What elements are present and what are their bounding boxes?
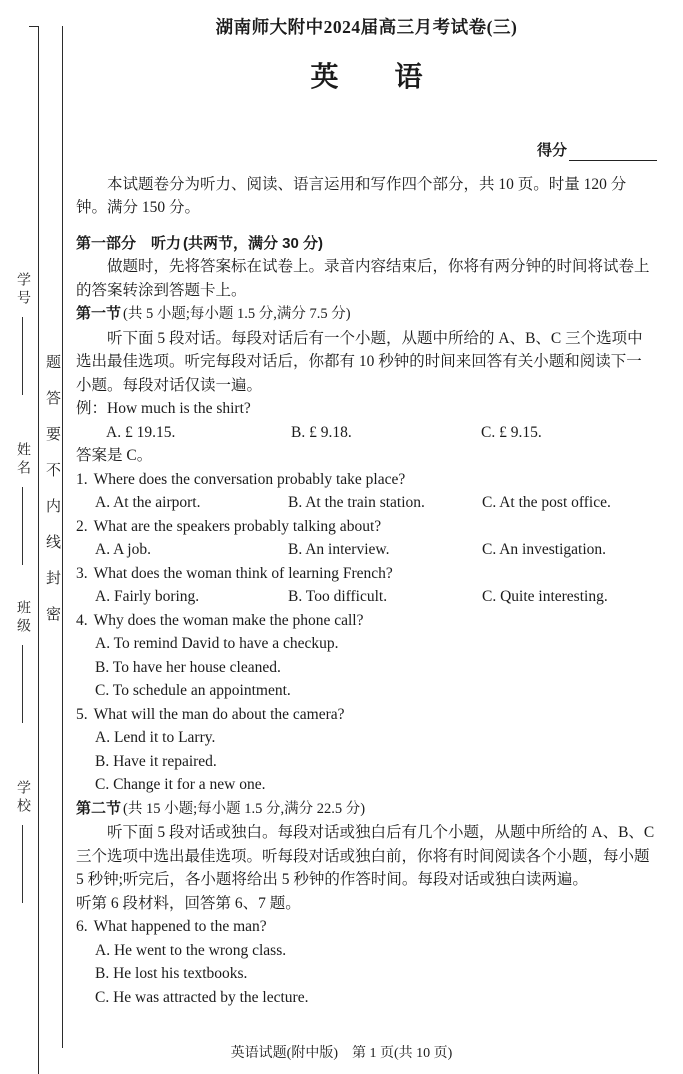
question-4-options bbox=[76, 632, 657, 703]
question-2-option-a: A. A job. bbox=[95, 541, 151, 558]
field-school bbox=[13, 780, 31, 903]
score-label: 得分 bbox=[536, 142, 567, 159]
example-question bbox=[76, 397, 657, 421]
question-1-option-b: B. At the train station. bbox=[288, 494, 425, 511]
question-5-stem: What will the man do about the camera? bbox=[93, 705, 345, 723]
question-5-number: 5. bbox=[76, 705, 88, 723]
section1-title: 第一节 bbox=[76, 305, 122, 322]
part1-heading bbox=[76, 232, 657, 256]
question-4-stem: Why does the woman make the phone call? bbox=[93, 611, 364, 629]
field-class-label: 班级 bbox=[15, 600, 30, 636]
question-1-text bbox=[76, 468, 657, 492]
question-2-text bbox=[76, 515, 657, 539]
example-option-a: A. £ 19.15. bbox=[106, 423, 176, 441]
example-options-row bbox=[76, 421, 657, 445]
question-6-number: 6. bbox=[76, 918, 88, 935]
section1-heading bbox=[76, 302, 657, 327]
question-3 bbox=[76, 562, 657, 609]
question-3-option-c: C. Quite interesting. bbox=[482, 588, 608, 605]
field-student-number bbox=[13, 272, 31, 395]
question-4-option-b: B. To have her house cleaned. bbox=[95, 658, 281, 676]
exam-header-title: 湖南师大附中2024届高三月考试卷(三) bbox=[215, 17, 518, 37]
seal-rule-outer bbox=[38, 26, 39, 1074]
field-name-blank-line bbox=[22, 487, 23, 565]
section1-instructions: 听下面 5 段对话。每段对话后有一个小题，从题中所给的 A、B、C 三个选项中选出最佳选项。听完每段对话后，你都有 10 秒钟的时间来回答有关小题和阅读下一小题。每段对话仅读一遍。 bbox=[76, 329, 643, 394]
question-1-number: 1. bbox=[76, 470, 88, 488]
question-2-option-b: B. An interview. bbox=[288, 541, 390, 558]
question-4-option-a: A. To remind David to have a checkup. bbox=[95, 635, 339, 652]
example-option-b: B. £ 9.18. bbox=[291, 423, 352, 441]
part1-heading-title: 第一部分 听力 bbox=[76, 234, 182, 252]
question-2-options bbox=[76, 538, 657, 562]
score-row bbox=[76, 139, 657, 163]
subject-title: 英 语 bbox=[310, 61, 423, 93]
question-2-option-c: C. An investigation. bbox=[482, 541, 606, 558]
field-name-label: 姓名 bbox=[15, 442, 30, 478]
section2-instructions: 听下面 5 段对话或独白。每段对话或独白后有几个小题，从题中所给的 A、B、C 三个选项中选出最佳选项。听每段对话或独白前，你将有时间阅读各个小题，每小题 5 秒钟;听完后，各小题将给出 5 秒钟的作答时间。每段对话或独白读两遍。 bbox=[76, 824, 655, 888]
question-6-option-a: A. He went to the wrong class. bbox=[95, 941, 287, 959]
seal-line-text: 题答要不内线封密 bbox=[44, 354, 60, 642]
question-5-option-c: C. Change it for a new one. bbox=[95, 776, 266, 793]
field-school-label: 学校 bbox=[15, 780, 30, 816]
question-6 bbox=[76, 915, 657, 1009]
section2-heading bbox=[76, 797, 657, 822]
question-1-option-c: C. At the post office. bbox=[482, 494, 611, 511]
seal-rule-tick bbox=[29, 26, 38, 27]
question-5-options bbox=[76, 726, 657, 797]
question-5-option-a: A. Lend it to Larry. bbox=[95, 729, 216, 746]
question-5-text bbox=[76, 703, 657, 727]
score-blank-line bbox=[569, 160, 657, 161]
question-6-option-b: B. He lost his textbooks. bbox=[95, 965, 248, 982]
question-5 bbox=[76, 703, 657, 797]
question-3-text bbox=[76, 562, 657, 586]
question-6-text bbox=[76, 915, 657, 939]
question-1-stem: Where does the conversation probably take place? bbox=[93, 470, 406, 488]
question-2-number: 2. bbox=[76, 517, 88, 535]
question-2 bbox=[76, 515, 657, 562]
part1-heading-note: (共两节，满分 30 分) bbox=[183, 234, 324, 252]
page-footer: 英语试题(附中版) 第 1 页(共 10 页) bbox=[230, 1046, 453, 1061]
section2-note: (共 15 小题;每小题 1.5 分,满分 22.5 分) bbox=[123, 800, 366, 817]
question-5-option-b: B. Have it repaired. bbox=[95, 752, 217, 770]
exam-content bbox=[62, 0, 683, 1009]
field-class bbox=[13, 600, 31, 723]
field-school-blank-line bbox=[22, 825, 23, 903]
example-question-text: 例：How much is the shirt? bbox=[76, 400, 251, 417]
material-6-line: 听第 6 段材料，回答第 6、7 题。 bbox=[76, 894, 301, 912]
question-3-stem: What does the woman think of learning French? bbox=[93, 564, 393, 582]
question-4-number: 4. bbox=[76, 611, 88, 629]
field-class-blank-line bbox=[22, 645, 23, 723]
exam-intro: 本试题卷分为听力、阅读、语言运用和写作四个部分，共 10 页。时量 120 分钟。满分 150 分。 bbox=[76, 175, 627, 216]
question-3-options bbox=[76, 585, 657, 609]
question-3-number: 3. bbox=[76, 564, 88, 582]
question-2-stem: What are the speakers probably talking about? bbox=[93, 517, 382, 535]
seal-margin bbox=[0, 0, 62, 1074]
question-6-options bbox=[76, 939, 657, 1010]
example-option-c: C. £ 9.15. bbox=[481, 423, 542, 441]
question-6-option-c: C. He was attracted by the lecture. bbox=[95, 988, 309, 1006]
field-student-number-label: 学号 bbox=[15, 272, 30, 308]
section1-note: (共 5 小题;每小题 1.5 分,满分 7.5 分) bbox=[123, 306, 351, 322]
question-4-text bbox=[76, 609, 657, 633]
question-4-option-c: C. To schedule an appointment. bbox=[95, 682, 291, 699]
question-4 bbox=[76, 609, 657, 703]
question-1 bbox=[76, 468, 657, 515]
question-6-stem: What happened to the man? bbox=[93, 918, 267, 935]
question-1-option-a: A. At the airport. bbox=[95, 494, 201, 511]
part1-instructions: 做题时，先将答案标在试卷上。录音内容结束后，你将有两分钟的时间将试卷上的答案转涂到答题卡上。 bbox=[76, 258, 650, 299]
field-student-number-blank-line bbox=[22, 317, 23, 395]
example-answer: 答案是 C。 bbox=[76, 447, 153, 464]
question-1-options bbox=[76, 491, 657, 515]
question-3-option-b: B. Too difficult. bbox=[288, 588, 388, 605]
section2-title: 第二节 bbox=[76, 799, 122, 817]
question-3-option-a: A. Fairly boring. bbox=[95, 588, 200, 605]
field-name bbox=[13, 442, 31, 565]
